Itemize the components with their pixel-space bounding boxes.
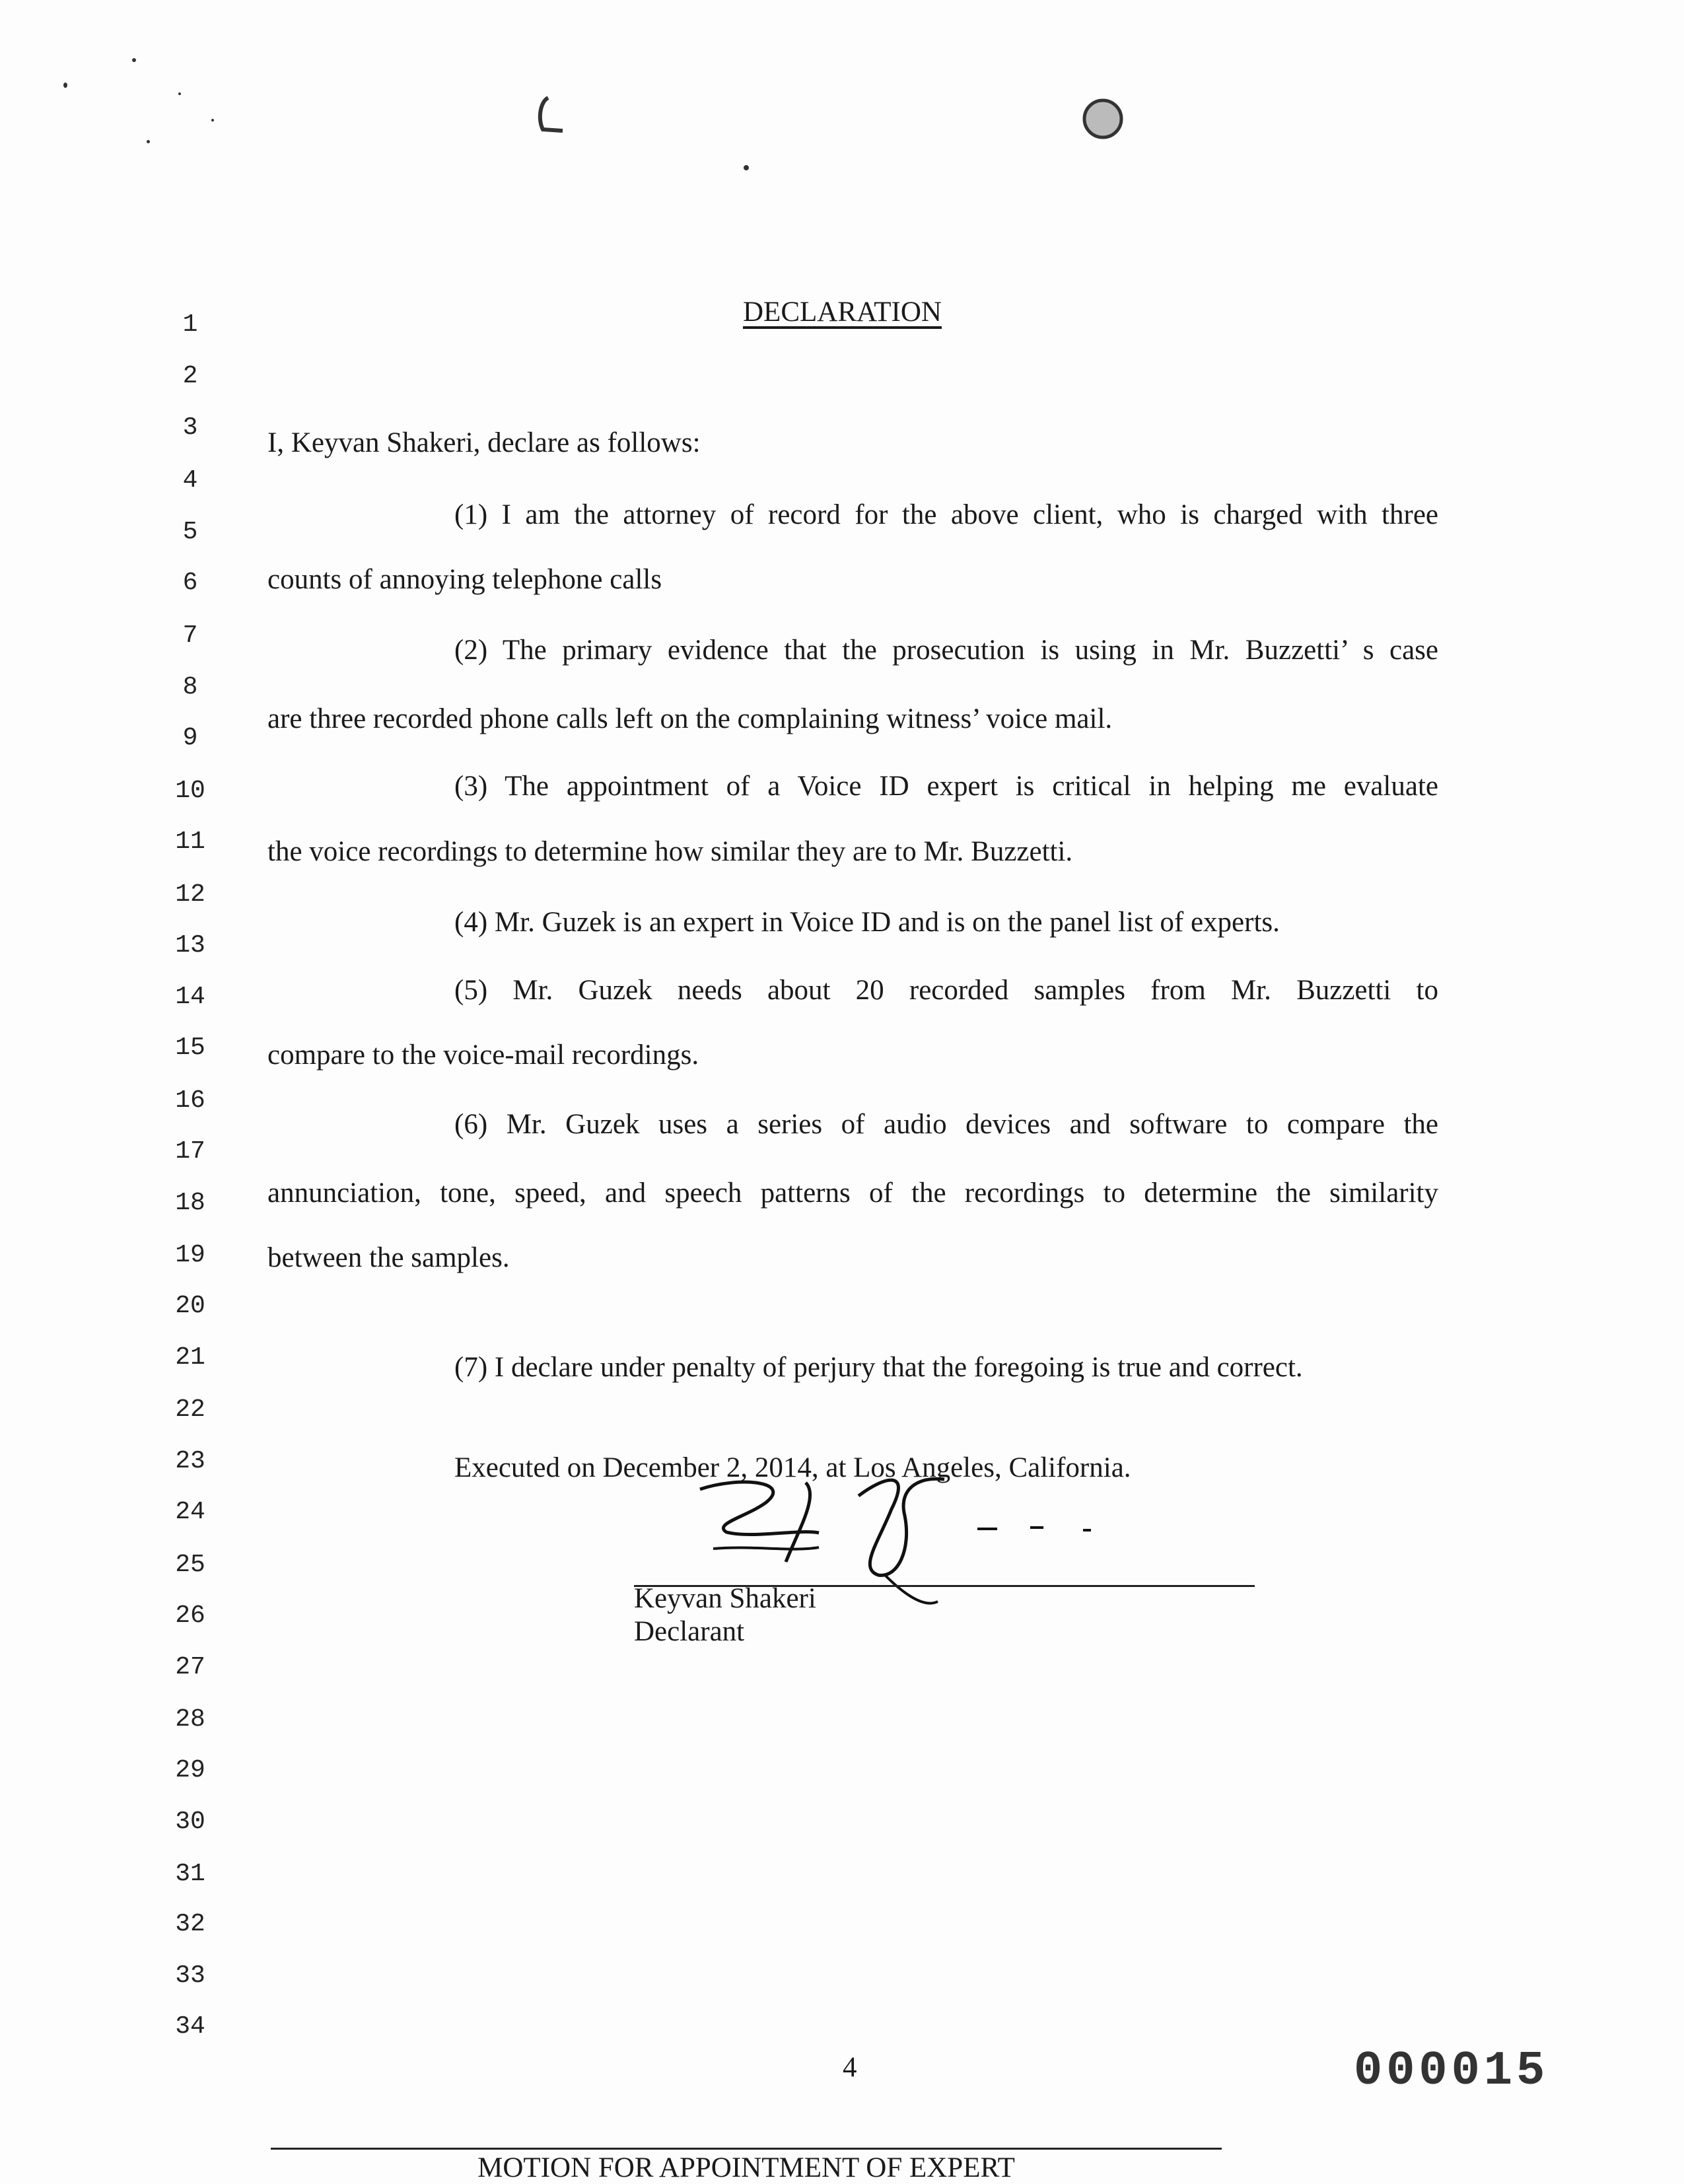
- line-number: 21: [175, 1343, 205, 1372]
- scan-speck: [63, 83, 67, 88]
- line-number: 15: [175, 1034, 205, 1062]
- paragraph-5-line-1: (5) Mr. Guzek needs about 20 recorded samples from Mr. Buzzetti to: [454, 975, 1438, 1006]
- line-number: 32: [175, 1910, 205, 1938]
- line-number: 3: [182, 413, 198, 442]
- line-number: 30: [175, 1808, 205, 1836]
- scan-speck: [147, 140, 150, 143]
- line-number: 9: [182, 724, 198, 752]
- opening-line: I, Keyvan Shakeri, declare as follows:: [267, 427, 701, 458]
- paragraph-1-line-1: (1) I am the attorney of record for the above client, who is charged with three: [454, 499, 1438, 530]
- line-number: 34: [175, 2012, 205, 2041]
- footer-rule: [271, 2148, 1222, 2150]
- punch-hole-mark: [528, 92, 568, 139]
- line-number: 16: [175, 1086, 205, 1115]
- paragraph-6-line-1: (6) Mr. Guzek uses a series of audio devices and software to compare the: [454, 1109, 1438, 1140]
- paragraph-2-line-1: (2) The primary evidence that the prosecution is using in Mr. Buzzetti’ s case: [454, 635, 1438, 666]
- line-number: 19: [175, 1241, 205, 1269]
- line-number: 23: [175, 1447, 205, 1475]
- punch-hole-mark: [1076, 92, 1129, 145]
- line-number: 33: [175, 1961, 205, 1990]
- scan-speck: [132, 58, 136, 62]
- scan-speck: [744, 165, 749, 170]
- paragraph-4-line-1: (4) Mr. Guzek is an expert in Voice ID and is on the panel list of experts.: [454, 907, 1280, 938]
- line-number: 2: [182, 362, 198, 390]
- line-number: 10: [175, 777, 205, 805]
- line-number: 7: [182, 621, 198, 650]
- signer-name: Keyvan Shakeri: [634, 1583, 816, 1614]
- scan-speck: [178, 92, 181, 95]
- line-number: 25: [175, 1551, 205, 1579]
- page-title: DECLARATION: [743, 297, 942, 328]
- paragraph-3-line-2: the voice recordings to determine how similar they are to Mr. Buzzetti.: [267, 836, 1073, 867]
- line-number: 8: [182, 673, 198, 701]
- line-number: 22: [175, 1395, 205, 1424]
- line-number: 24: [175, 1498, 205, 1526]
- line-number: 13: [175, 931, 205, 960]
- line-number: 4: [182, 466, 198, 495]
- line-number: 11: [175, 828, 205, 856]
- signer-role: Declarant: [634, 1616, 745, 1647]
- line-number: 18: [175, 1189, 205, 1217]
- paragraph-2-line-2: are three recorded phone calls left on the complaining witness’ voice mail.: [267, 703, 1113, 734]
- paragraph-1-line-2: counts of annoying telephone calls: [267, 564, 662, 595]
- line-number: 27: [175, 1653, 205, 1681]
- line-number: 12: [175, 880, 205, 909]
- page-number: 4: [843, 2052, 857, 2083]
- paragraph-6-line-3: between the samples.: [267, 1242, 510, 1273]
- line-number: 17: [175, 1137, 205, 1166]
- line-number: 26: [175, 1602, 205, 1630]
- line-number: 5: [182, 518, 198, 546]
- line-number: 6: [182, 569, 198, 597]
- scan-speck: [211, 119, 214, 122]
- paragraph-5-line-2: compare to the voice-mail recordings.: [267, 1039, 699, 1071]
- footer-title: MOTION FOR APPOINTMENT OF EXPERT: [477, 2152, 1015, 2183]
- line-number: 28: [175, 1705, 205, 1734]
- line-number: 20: [175, 1292, 205, 1320]
- paragraph-3-line-1: (3) The appointment of a Voice ID expert is critical in helping me evaluate: [454, 771, 1438, 802]
- executed-line: Executed on December 2, 2014, at Los Angeles, California.: [454, 1452, 1131, 1483]
- line-number: 31: [175, 1860, 205, 1888]
- paragraph-7-line-1: (7) I declare under penalty of perjury that the foregoing is true and correct.: [454, 1352, 1303, 1383]
- bates-number: 000015: [1354, 2044, 1549, 2098]
- line-number: 29: [175, 1756, 205, 1784]
- line-number: 1: [182, 310, 198, 339]
- line-number: 14: [175, 983, 205, 1011]
- paragraph-6-line-2: annunciation, tone, speed, and speech patterns of the recordings to determine the similarity: [267, 1178, 1438, 1209]
